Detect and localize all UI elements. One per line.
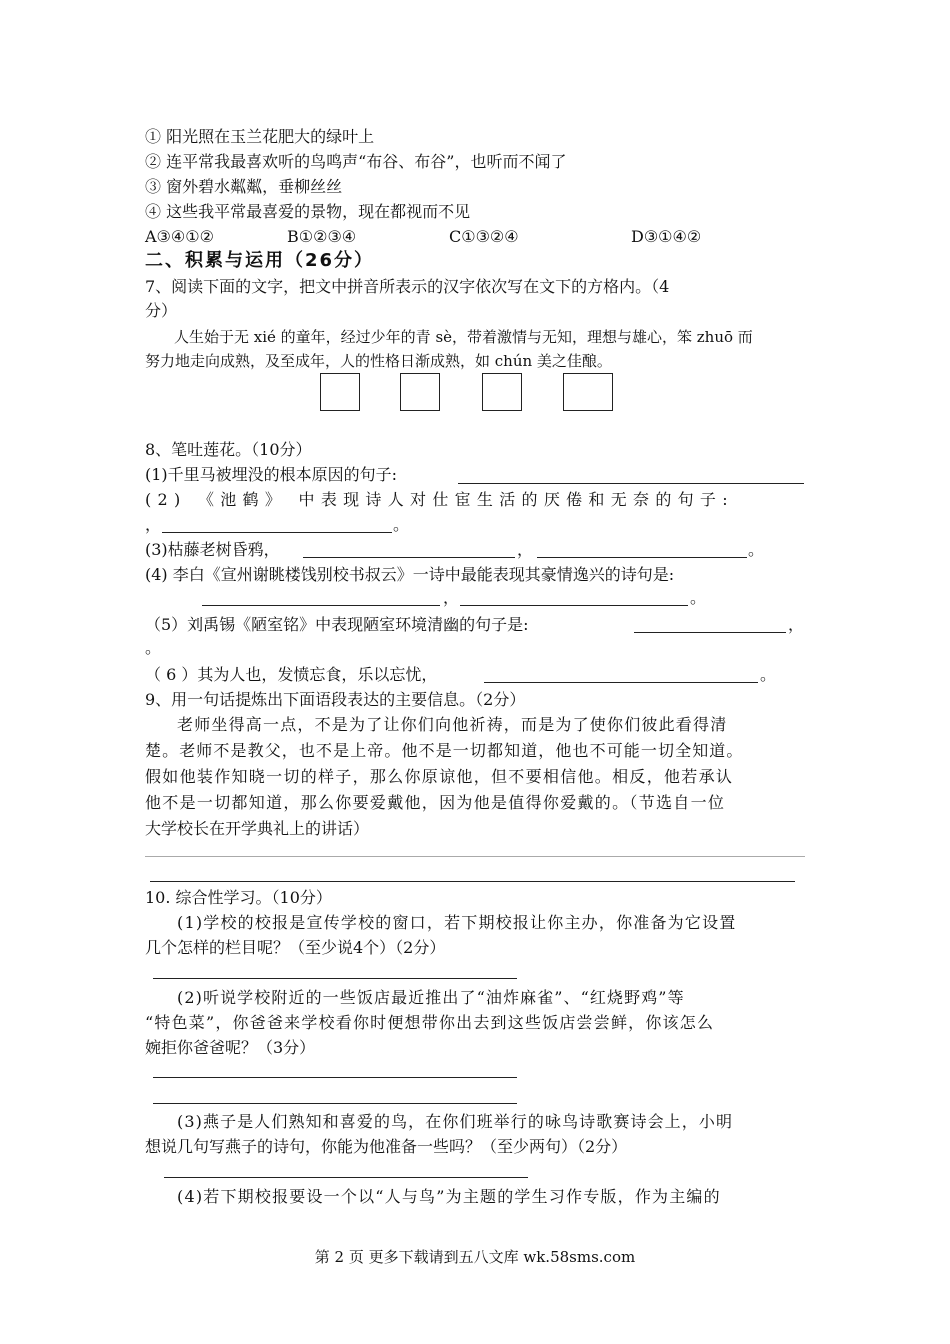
q6-item-3: ③ 窗外碧水粼粼，垂柳丝丝 xyxy=(145,177,343,196)
q8-part-5-end: ， xyxy=(788,615,805,634)
q7-text-line-2: 努力地走向成熟，及至成年，人的性格日渐成熟，如 chún 美之佳酿。 xyxy=(145,352,612,370)
q8-part-3-blank-1[interactable] xyxy=(303,557,515,558)
q8-part-1-label: (1)千里马被埋没的根本原因的句子: xyxy=(145,465,398,484)
section-heading: 二、积累与运用（26分） xyxy=(145,250,375,271)
q8-part-3-sep: ， xyxy=(517,540,534,559)
q8-part-6-blank[interactable] xyxy=(484,682,758,683)
q6-option-b: B①②③④ xyxy=(287,227,357,246)
q10-part-2-answer-line-2[interactable] xyxy=(153,1103,517,1104)
q10-part-3-line-2: 想说几句写燕子的诗句，你能为他准备一些吗？（至少两句）（2分） xyxy=(145,1137,628,1156)
q8-part-3: (3)枯藤老树昏鸦， xyxy=(145,540,280,559)
q9-passage-line-4: 他不是一切都知道，那么你要爱戴他，因为他是值得你爱戴的。（节选自一位 xyxy=(145,793,726,812)
q10-part-3-line-1: (3)燕子是人们熟知和喜爱的鸟，在你们班举行的咏鸟诗歌赛诗会上，小明 xyxy=(177,1112,734,1131)
q8-part-5: （5）刘禹锡《陋室铭》中表现陋室环境清幽的句子是: xyxy=(145,615,529,634)
q10-part-1-answer-line[interactable] xyxy=(153,978,517,979)
q7-stem-cont: 分） xyxy=(145,301,178,320)
q8-part-5-blank[interactable] xyxy=(634,632,786,633)
answer-box-1[interactable] xyxy=(320,373,360,411)
q10-part-2-answer-line-1[interactable] xyxy=(153,1077,517,1078)
q10-part-4-line-1: (4)若下期校报要设一个以“人与鸟”为主题的学生习作专版，作为主编的 xyxy=(177,1187,721,1206)
answer-box-2[interactable] xyxy=(400,373,440,411)
q10-part-1-line-2: 几个怎样的栏目呢？（至少说4个）（2分） xyxy=(145,938,446,957)
q8-part-2-end: 。 xyxy=(393,515,410,534)
q9-passage-line-1: 老师坐得高一点，不是为了让你们向他祈祷，而是为了使你们彼此看得清 xyxy=(177,715,728,734)
q10-part-2-line-1: (2)听说学校附近的一些饭店最近推出了“油炸麻雀”、“红烧野鸡”等 xyxy=(177,988,685,1007)
q8-part-1 xyxy=(145,464,397,486)
q8-part-2-cont: ， xyxy=(145,515,162,534)
q9-answer-line-2[interactable] xyxy=(150,881,795,882)
q9-answer-line-1[interactable] xyxy=(145,856,805,857)
q8-part-6-end: 。 xyxy=(760,665,777,684)
q7-text-line-1: 人生始于无 xié 的童年，经过少年的青 sè，带着激情与无知，理想与雄心，笨 zhuō 而 xyxy=(174,328,753,346)
q10-part-2-line-2: “特色菜”，你爸爸来学校看你时便想带你出去到这些饭店尝尝鲜，你该怎么 xyxy=(145,1013,715,1032)
q8-part-5-cont: 。 xyxy=(145,638,162,657)
q8-part-1-blank[interactable] xyxy=(458,483,804,484)
q9-passage-line-5: 大学校长在开学典礼上的讲话） xyxy=(145,819,370,838)
q9-title: 9、用一句话提炼出下面语段表达的主要信息。（2分） xyxy=(145,690,526,709)
q8-part-4-end: 。 xyxy=(690,588,707,607)
q10-part-1-line-1: (1)学校的校报是宣传学校的窗口，若下期校报让你主办，你准备为它设置 xyxy=(177,913,737,932)
q8-title: 8、笔吐莲花。（10分） xyxy=(145,440,312,459)
q6-item-1: ① 阳光照在玉兰花肥大的绿叶上 xyxy=(145,127,375,146)
q8-part-2: (2) 《池鹤》 中表现诗人对仕宦生活的厌倦和无奈的句子: xyxy=(145,490,734,509)
answer-box-3[interactable] xyxy=(482,373,522,411)
q10-part-2-line-3: 婉拒你爸爸呢？（3分） xyxy=(145,1038,316,1057)
q7-stem: 7、阅读下面的文字，把文中拼音所表示的汉字依次写在文下的方格内。（4 xyxy=(145,277,670,296)
q6-option-a: A③④①② xyxy=(145,227,214,246)
q8-part-6: （ 6 ）其为人也，发愤忘食，乐以忘忧， xyxy=(145,665,438,684)
q10-title: 10. 综合性学习。（10分） xyxy=(145,888,332,907)
q10-part-3-answer-line[interactable] xyxy=(164,1177,528,1178)
q8-part-2-blank[interactable] xyxy=(162,532,392,533)
q8-part-4-blank-1[interactable] xyxy=(202,605,440,606)
q6-option-c: C①③②④ xyxy=(449,227,519,246)
page-footer: 第 2 页 更多下载请到五八文库 wk.58sms.com xyxy=(314,1248,636,1266)
q6-item-2: ② 连平常我最喜欢听的鸟鸣声“布谷、布谷”，也听而不闻了 xyxy=(145,152,567,171)
q9-passage-line-3: 假如他装作知晓一切的样子，那么你原谅他，但不要相信他。相反，他若承认 xyxy=(145,767,734,786)
q8-part-4-blank-2[interactable] xyxy=(460,605,688,606)
q6-item-4: ④ 这些我平常最喜爱的景物，现在都视而不见 xyxy=(145,202,471,221)
q8-part-3-end: 。 xyxy=(748,540,765,559)
q8-part-3-blank-2[interactable] xyxy=(537,557,747,558)
q8-part-4-sep: ， xyxy=(443,588,460,607)
q9-passage-line-2: 楚。老师不是教父，也不是上帝。他不是一切都知道，他也不可能一切全知道。 xyxy=(145,741,744,760)
answer-box-4[interactable] xyxy=(563,373,613,411)
q8-part-4: (4) 李白《宣州谢眺楼饯别校书叔云》一诗中最能表现其豪情逸兴的诗句是: xyxy=(145,565,675,584)
q6-option-d: D③①④② xyxy=(631,227,702,246)
